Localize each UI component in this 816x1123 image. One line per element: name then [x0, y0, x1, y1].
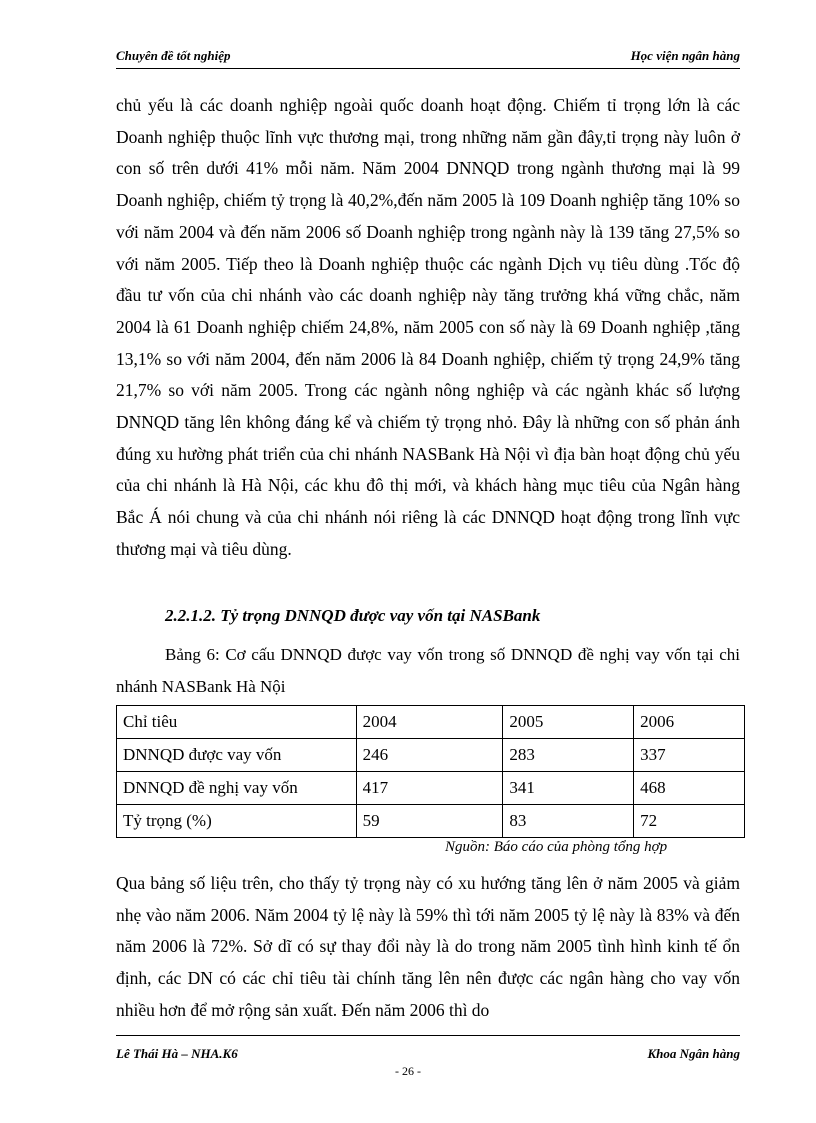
page-header: [116, 48, 740, 64]
footer-left: Lê Thái Hà – NHA.K6: [116, 1046, 238, 1061]
table-cell: 72: [634, 805, 745, 838]
table-row: [117, 739, 745, 772]
table-header-cell: Chỉ tiêu: [117, 706, 357, 739]
table-cell: 283: [503, 739, 634, 772]
table-cell: DNNQD được vay vốn: [117, 739, 357, 772]
table-header-cell: 2006: [634, 706, 745, 739]
header-right: Học viện ngân hàng: [630, 48, 740, 63]
body-paragraph-1: [116, 90, 740, 566]
table-caption: [116, 639, 740, 702]
source-note: Nguồn: Báo cáo của phòng tổng hợp: [445, 839, 668, 855]
header-divider: [116, 68, 740, 69]
table-cell: 83: [503, 805, 634, 838]
section-heading: 2.2.1.2. Tỷ trọng DNNQD được vay vốn tại NASBank: [165, 606, 541, 625]
paragraph-2-text: Qua bảng số liệu trên, cho thấy tỷ trọng này có xu hướng tăng lên ở năm 2005 và giảm nhẹ vào năm 2006. Năm 2004 tỷ lệ này là 59% thì tới năm 2005 tỷ lệ này là 83% và đến năm 2006 là 72%. Sở dĩ có sự thay đổi này là do trong năm 2005 tình hình kinh tế ổn định, các DN có các chỉ tiêu tài chính tăng lên nên được các ngân hàng cho vay vốn nhiều hơn để mở rộng sản xuất. Đến năm 2006 thì do: [116, 873, 740, 1020]
data-table: [116, 705, 745, 838]
footer-divider: [116, 1035, 740, 1036]
table-cell: 417: [356, 772, 503, 805]
table-cell: 59: [356, 805, 503, 838]
table-cell: DNNQD đề nghị vay vốn: [117, 772, 357, 805]
table-cell: 337: [634, 739, 745, 772]
page-footer: [116, 1046, 740, 1062]
table-header-row: [117, 706, 745, 739]
table-cell: Tỷ trọng (%): [117, 805, 357, 838]
table-header-cell: 2004: [356, 706, 503, 739]
table-row: [117, 772, 745, 805]
header-left: Chuyên đề tốt nghiệp: [116, 48, 231, 63]
table-cell: 341: [503, 772, 634, 805]
footer-right: Khoa Ngân hàng: [647, 1046, 740, 1061]
table-caption-text: Bảng 6: Cơ cấu DNNQD được vay vốn trong số DNNQD đề nghị vay vốn tại chi nhánh NASBank Hà Nội: [116, 645, 740, 696]
table-header-cell: 2005: [503, 706, 634, 739]
body-paragraph-2: [116, 868, 740, 1027]
paragraph-1-text: chủ yếu là các doanh nghiệp ngoài quốc doanh hoạt động. Chiếm tỉ trọng lớn là các Doanh nghiệp thuộc lĩnh vực thương mại, trong những năm gần đây,tỉ trọng này luôn ở con số trên dưới 41% mỗi năm. Năm 2004 DNNQD trong ngành thương mại là 99 Doanh nghiệp, chiếm tỷ trọng là 40,2%,đến năm 2005 là 109 Doanh nghiệp tăng 10% so với năm 2004 và đến năm 2006 số Doanh nghiệp trong ngành này là 139 tăng 27,5% so với năm 2005. Tiếp theo là Doanh nghiệp thuộc các ngành Dịch vụ tiêu dùng .Tốc độ đầu tư vốn của chi nhánh vào các doanh nghiệp này tăng trưởng khá vững chắc, năm 2004 là 61 Doanh nghiệp chiếm 24,8%, năm 2005 con số này là 69 Doanh nghiệp ,tăng 13,1% so với năm 2004, đến năm 2006 là 84 Doanh nghiệp, chiếm tỷ trọng 24,9% tăng 21,7% so với năm 2005. Trong các ngành nông nghiệp và các ngành khác số lượng DNNQD tăng lên không đáng kể và chiếm tỷ trọng nhỏ. Đây là những con số phản ánh đúng xu hường phát triển của chi nhánh NASBank Hà Nội vì địa bàn hoạt động chủ yếu của chi nhánh là Hà Nội, các khu đô thị mới, và khách hàng mục tiêu của Ngân hàng Bắc Á nói chung và của chi nhánh nói riêng là các DNNQD hoạt động trong lĩnh vực thương mại và tiêu dùng.: [116, 95, 740, 559]
page-number: - 26 -: [395, 1064, 421, 1078]
table-row: [117, 805, 745, 838]
table-cell: 246: [356, 739, 503, 772]
table-cell: 468: [634, 772, 745, 805]
